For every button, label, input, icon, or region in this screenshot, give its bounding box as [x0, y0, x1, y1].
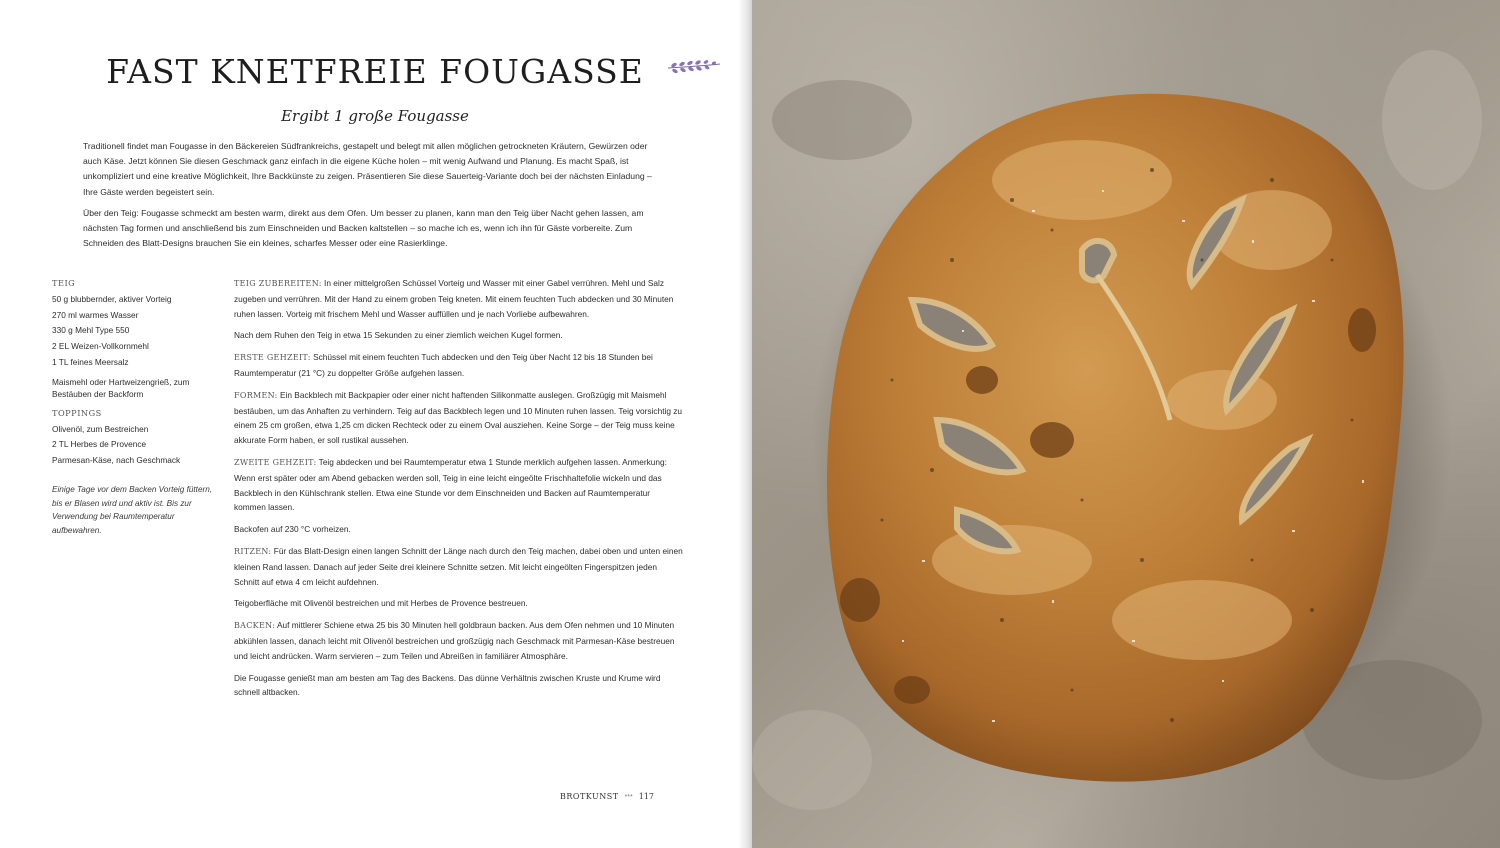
ingredients-note: Einige Tage vor dem Backen Vorteig füttern, bis er Blasen wird und aktiv ist. Bis zur Verwendung bei Raumtemperatur aufbewahren.	[52, 484, 213, 535]
book-title: BROTKUNST	[560, 792, 619, 801]
step-label: ERSTE GEHZEIT:	[234, 353, 311, 363]
step-label: ZWEITE GEHZEIT:	[234, 457, 317, 467]
method-step	[234, 328, 684, 343]
method-step	[234, 671, 684, 701]
step-text: Teig abdecken und bei Raumtemperatur etwa 1 Stunde merklich aufgehen lassen. Anmerkung: Wenn erst später oder am Abend gebacken werden soll, Teig in eine leicht eingeölte Frischhaltefolie wickeln und das Backblech in den Kühlschrank stellen. Etwa eine Stunde vor dem Einschneiden und Backen auf Raumtemperatur kommen lassen.	[234, 456, 667, 513]
step-text: In einer mittelgroßen Schüssel Vorteig und Wasser mit einer Gabel verrühren. Mehl und Salz zugeben und verrühren. Mit der Hand zu einem groben Teig kneten. Mit einem feuchten Tuch abdecken und 30 Minuten ruhen lassen. Vorteig mit frischem Mehl und Wasser auffüllen und je nach Vorliebe aufbewahren.	[234, 278, 674, 319]
method-step	[234, 350, 684, 381]
recipe-title: FAST KNETFREIE FOUGASSE	[106, 52, 644, 91]
fougasse-bread-photo	[752, 0, 1500, 848]
step-label: RITZEN:	[234, 546, 272, 556]
step-text: Auf mittlerer Schiene etwa 25 bis 30 Minuten hell goldbraun backen. Aus dem Ofen nehmen und 10 Minuten abkühlen lassen, danach leicht mit Olivenöl bestreichen und großzügig nach Geschmack mit Parmesan-Käse bestreuen und leicht andrücken. Warm servieren – zum Teilen und Abreißen in familiärer Atmosphäre.	[234, 620, 675, 661]
ingredients-list	[52, 276, 222, 537]
footer-ornament: ***	[624, 794, 633, 801]
ingredient-item: 2 EL Weizen-Vollkornmehl	[52, 341, 149, 352]
ingredients-heading-dough: TEIG	[52, 278, 76, 288]
step-label: FORMEN:	[234, 390, 278, 400]
step-text: Schüssel mit einem feuchten Tuch abdecken und den Teig über Nacht 12 bis 18 Stunden bei Raumtemperatur (21 °C) zu doppelter Größe aufgehen lassen.	[234, 352, 653, 378]
step-text: Nach dem Ruhen den Teig in etwa 15 Sekunden zu einer ziemlich weichen Kugel formen.	[234, 330, 563, 341]
method-step	[234, 455, 684, 515]
ingredient-item: 50 g blubbernder, aktiver Vorteig	[52, 293, 172, 304]
book-gutter	[738, 0, 752, 848]
method-step	[234, 618, 684, 663]
recipe-yield: Ergibt 1 große Fougasse	[281, 107, 469, 125]
page-number: 117	[638, 792, 655, 801]
step-text: Ein Backblech mit Backpapier oder einer nicht haftenden Silikonmatte auslegen. Großzügig mit Maismehl bestäuben, um das Anhaften zu verhindern. Teig auf das Backblech legen und 10 Minuten ruhen lassen. Teig vorsichtig zu einem 25 cm großen, etwa 1,25 cm dicken Rechteck oder zu einem Oval ausziehen. Keine Sorge – der Teig muss keine akkurate Form haben, er soll rustikal aussehen.	[234, 389, 683, 446]
page-footer	[560, 792, 720, 801]
ingredient-item: Maismehl oder Hartweizengrieß, zum Bestäuben der Backform	[52, 376, 190, 400]
step-text: Backofen auf 230 °C vorheizen.	[234, 524, 351, 535]
ingredient-item: 330 g Mehl Type 550	[52, 325, 130, 336]
step-text: Die Fougasse genießt man am besten am Tag des Backens. Das dünne Verhältnis zwischen Kruste und Krume wird schnell altbacken.	[234, 672, 661, 698]
step-label: BACKEN:	[234, 621, 276, 631]
method-step	[234, 276, 684, 321]
step-text: Für das Blatt-Design einen langen Schnitt der Länge nach durch den Teig machen, dabei oben und unten einen kleinen Rand lassen. Danach auf jeder Seite drei kleinere Schnitte setzen. Mit leicht eingeölten Fingerspitzen jeden Schnitt auf etwa 4 cm leicht aufdehnen.	[234, 545, 683, 587]
intro-paragraph: Über den Teig: Fougasse schmeckt am besten warm, direkt aus dem Ofen. Um besser zu planen, kann man den Teig über Nacht gehen lassen, am nächsten Tag formen und anschließend bis zum Einschneiden und Backen kaltstellen – so mache ich es, wenn ich ihn für Gäste vorbereite. Zum Schneiden des Blatt-Designs brauchen Sie ein kleines, scharfes Messer oder eine Rasierklinge.	[83, 207, 644, 249]
ingredient-item: Parmesan-Käse, nach Geschmack	[52, 455, 181, 466]
method-step	[234, 388, 684, 448]
intro-paragraph: Traditionell findet man Fougasse in den Bäckereien Südfrankreichs, gestapelt und belegt mit allen möglichen getrockneten Kräutern, Gewürzen oder auch Käse. Jetzt können Sie diesen Geschmack ganz einfach in die eigene Küche holen – mit wenig Aufwand und Planung. Es macht Spaß, ist unkompliziert und eine kreative Möglichkeit, Ihre Backkünste zu zeigen. Präsentieren Sie diese Sauerteig-Variante doch bei der nächsten Einladung – Ihre Gäste werden begeistert sein.	[83, 141, 652, 197]
ingredient-item: Olivenöl, zum Bestreichen	[52, 423, 149, 434]
ingredients-heading-toppings: TOPPINGS	[52, 407, 102, 418]
method-step	[234, 522, 684, 537]
ingredient-item: 270 ml warmes Wasser	[52, 309, 139, 320]
recipe-intro	[83, 139, 668, 257]
method-steps	[234, 276, 684, 707]
ingredient-item: 2 TL Herbes de Provence	[52, 439, 147, 450]
step-text: Teigoberfläche mit Olivenöl bestreichen und mit Herbes de Provence bestreuen.	[234, 598, 528, 609]
bread-illustration	[752, 0, 1500, 848]
step-label: TEIG ZUBEREITEN:	[234, 279, 322, 288]
method-step	[234, 596, 684, 611]
method-step	[234, 544, 684, 589]
ingredient-item: 1 TL feines Meersalz	[52, 356, 129, 367]
lavender-sprig-icon	[666, 56, 722, 78]
